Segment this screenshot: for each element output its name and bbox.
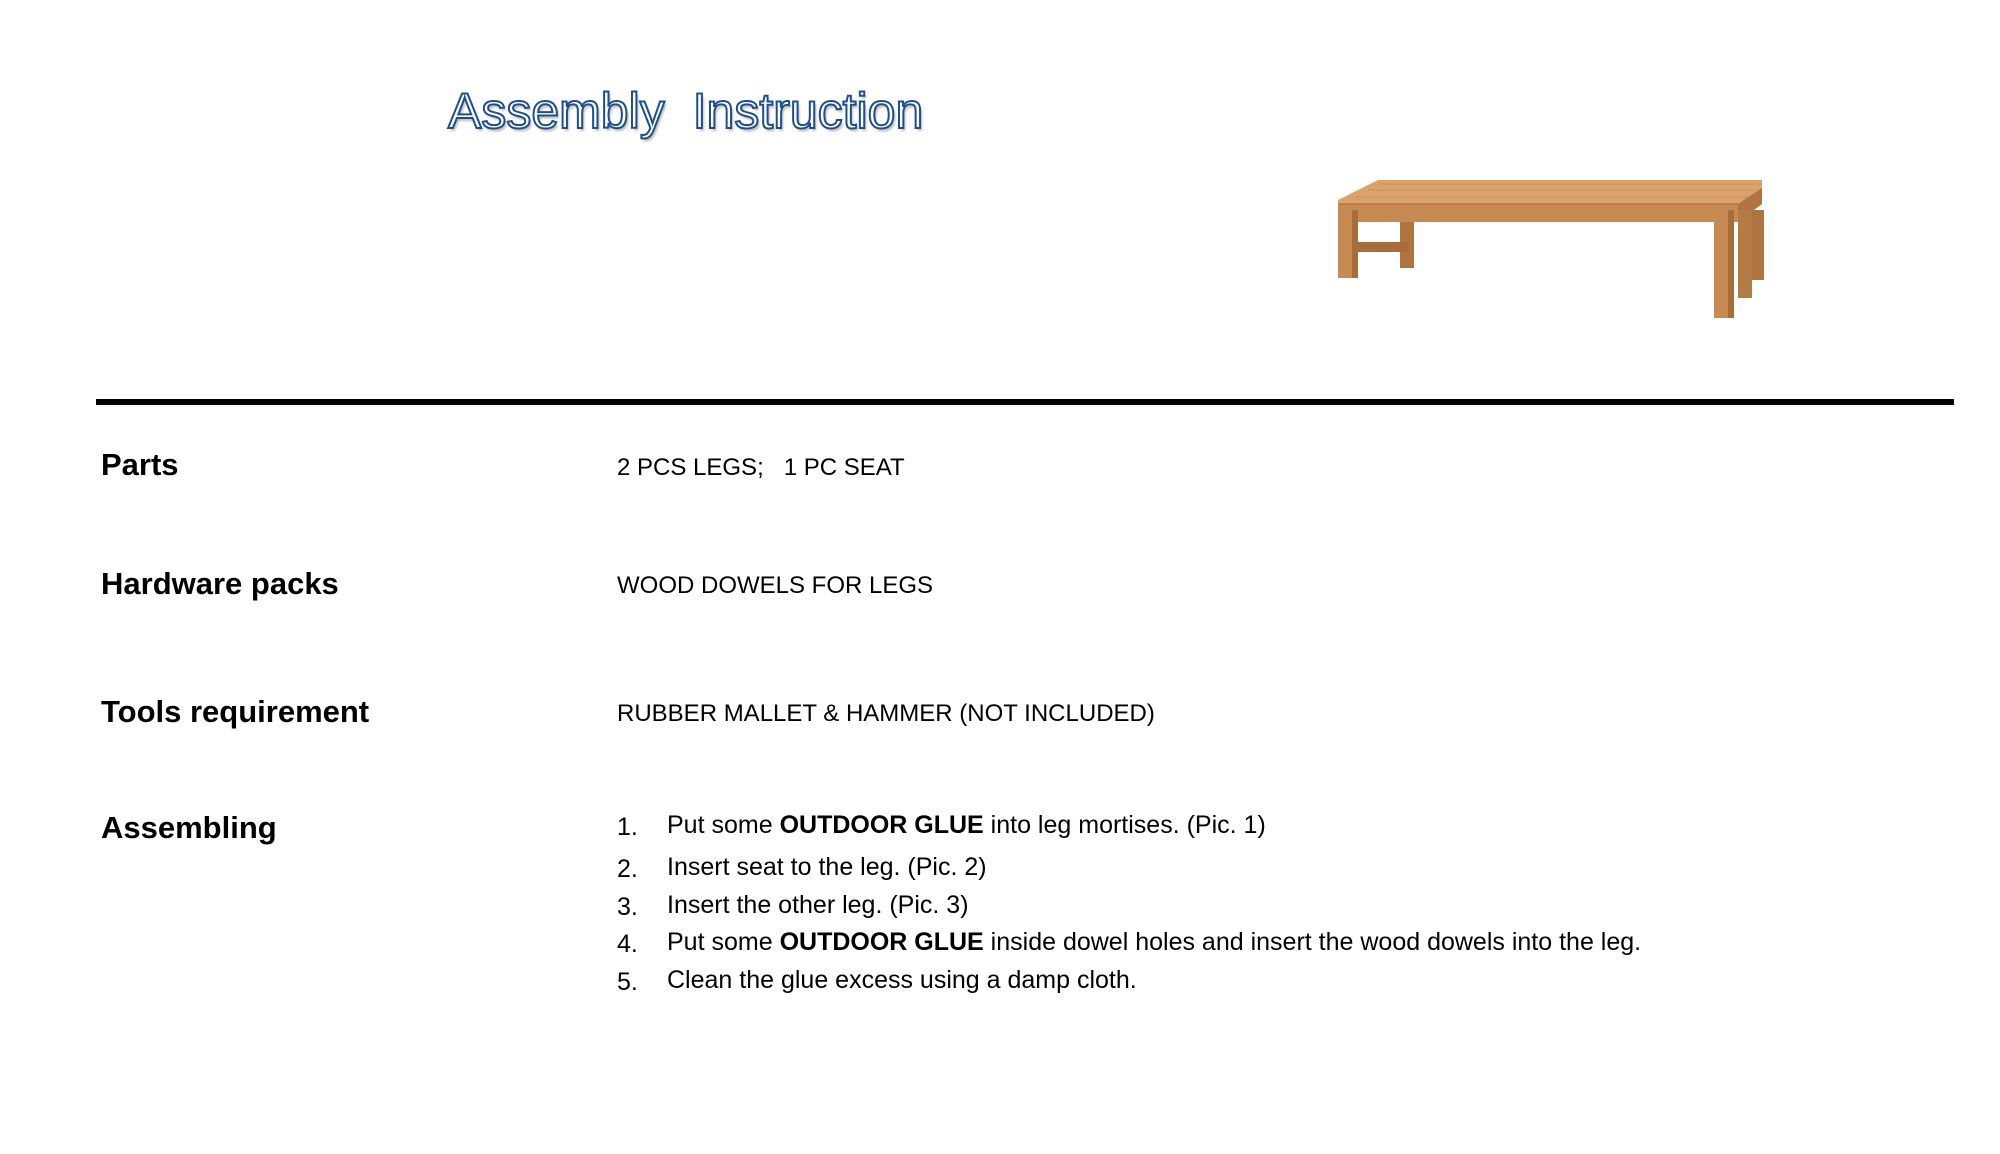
tools-label: Tools requirement (101, 694, 370, 729)
glue-emphasis: OUTDOOR GLUE (779, 811, 984, 839)
step-number: 2. (617, 855, 638, 883)
tools-value: RUBBER MALLET & HAMMER (NOT INCLUDED) (617, 700, 1155, 727)
wooden-bench-image (1320, 170, 1780, 345)
step-text: Put some OUTDOOR GLUE inside dowel holes and insert the wood dowels into the leg. (667, 928, 1642, 956)
step-number: 5. (617, 967, 638, 996)
step-number: 1. (617, 813, 638, 841)
step-number: 3. (617, 892, 638, 921)
assembling-label: Assembling (101, 810, 277, 845)
section-divider (96, 399, 1954, 405)
step-text: Insert seat to the leg. (Pic. 2) (667, 853, 987, 881)
parts-seat-text: 1 PC SEAT (783, 454, 905, 481)
parts-value (617, 456, 905, 480)
bench-illustration (1320, 170, 1780, 345)
step-text: Clean the glue excess using a damp cloth. (667, 965, 1137, 994)
hardware-label: Hardware packs (101, 566, 339, 601)
glue-emphasis: OUTDOOR GLUE (779, 928, 984, 956)
step-text: Insert the other leg. (Pic. 3) (667, 890, 969, 919)
parts-label: Parts (101, 447, 179, 482)
page-title: Assembly Instruction (448, 83, 924, 139)
parts-legs-text: 2 PCS LEGS; (617, 454, 764, 481)
step-number: 4. (617, 930, 638, 958)
hardware-value: WOOD DOWELS FOR LEGS (617, 572, 934, 599)
step-text: Put some OUTDOOR GLUE into leg mortises. (Pic. 1) (667, 811, 1266, 839)
